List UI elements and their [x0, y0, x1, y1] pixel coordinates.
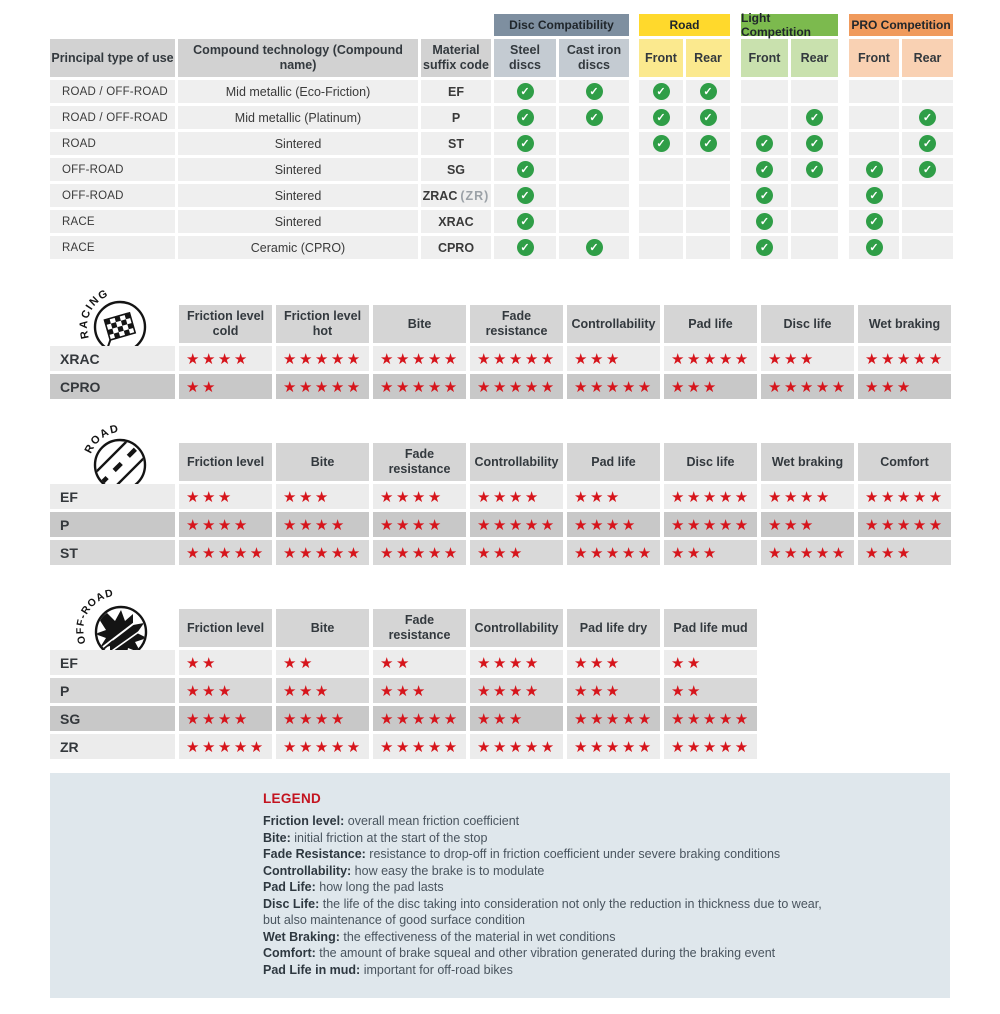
check-icon: ✓ — [919, 161, 936, 178]
star-rating: ★★★ — [664, 374, 757, 399]
star-rating: ★★★ — [373, 678, 466, 703]
column-header-friction-level: Friction level — [179, 609, 272, 647]
star-rating: ★★★ — [179, 678, 272, 703]
check-cell — [791, 106, 838, 129]
check-cell — [849, 184, 899, 207]
subcolumn-header-road-front: Front — [639, 39, 683, 77]
code-cell — [421, 184, 491, 207]
star-rating: ★★★ — [567, 484, 660, 509]
compound-label: P — [50, 678, 175, 703]
column-header-disc-life: Disc life — [664, 443, 757, 481]
legend-item — [263, 896, 920, 913]
star-rating: ★★★★★ — [858, 346, 951, 371]
column-header-pad-life: Pad life — [664, 305, 757, 343]
column-header-controllability: Controllability — [567, 305, 660, 343]
column-header-pad-life-mud: Pad life mud — [664, 609, 757, 647]
subcolumn-header-light-competition-front: Front — [741, 39, 788, 77]
code-cell — [421, 158, 491, 181]
star-rating: ★★★★★ — [567, 706, 660, 731]
legend-desc: the amount of brake squeal and other vibration generated during the braking event — [319, 946, 776, 960]
technology-cell: Sintered — [178, 184, 418, 207]
column-header-pad-life-dry: Pad life dry — [567, 609, 660, 647]
legend-desc: the effectiveness of the material in wet conditions — [343, 929, 616, 944]
check-icon: ✓ — [866, 239, 883, 256]
star-rating: ★★★★★ — [761, 540, 854, 565]
column-header-friction-level-hot: Friction level hot — [276, 305, 369, 343]
check-cell — [849, 236, 899, 259]
check-cell — [639, 210, 683, 233]
check-cell — [791, 236, 838, 259]
offroad-label: OFF-ROAD — [73, 587, 115, 646]
check-cell — [686, 106, 730, 129]
technology-cell: Sintered — [178, 132, 418, 155]
check-cell — [559, 158, 629, 181]
star-rating: ★★ — [179, 650, 272, 675]
check-icon: ✓ — [653, 109, 670, 126]
legend-desc: but also maintenance of good surface condition — [263, 913, 525, 927]
star-rating: ★★★★★ — [276, 540, 369, 565]
material-code: ST — [448, 136, 464, 151]
star-rating: ★★★★★ — [664, 484, 757, 509]
check-icon: ✓ — [756, 161, 773, 178]
group-header-light-competition: Light Competition — [741, 14, 838, 36]
check-icon: ✓ — [586, 83, 603, 100]
use-cell: ROAD / OFF-ROAD — [50, 106, 175, 129]
check-icon: ✓ — [700, 109, 717, 126]
star-rating: ★★★★★ — [858, 512, 951, 537]
check-cell — [849, 132, 899, 155]
column-header-bite: Bite — [276, 443, 369, 481]
legend-term: Bite: — [263, 830, 295, 845]
check-icon: ✓ — [806, 109, 823, 126]
column-header-fade-resistance: Fade resistance — [373, 443, 466, 481]
star-rating: ★★ — [664, 678, 757, 703]
technology-cell: Mid metallic (Platinum) — [178, 106, 418, 129]
column-header-controllability: Controllability — [470, 609, 563, 647]
check-cell — [741, 184, 788, 207]
legend-desc: the life of the disc taking into consideration not only the reduction in thickness due to wear, — [322, 896, 822, 911]
check-cell — [902, 184, 953, 207]
legend-item — [263, 813, 920, 830]
column-header-wet-braking: Wet braking — [858, 305, 951, 343]
check-cell — [494, 236, 556, 259]
technology-cell: Mid metallic (Eco-Friction) — [178, 80, 418, 103]
legend-items — [263, 813, 920, 978]
star-rating: ★★★★★ — [761, 374, 854, 399]
star-rating: ★★★★★ — [179, 734, 272, 759]
group-header-road: Road — [639, 14, 730, 36]
check-icon: ✓ — [653, 83, 670, 100]
rating-table-offroad — [50, 587, 1000, 759]
star-rating: ★★★★★ — [567, 374, 660, 399]
material-code: XRAC — [438, 214, 474, 229]
star-rating: ★★★★★ — [567, 540, 660, 565]
racing-label: RACING — [77, 287, 111, 340]
legend-desc: important for off-road bikes — [363, 962, 513, 977]
check-icon: ✓ — [653, 135, 670, 152]
star-rating: ★★★★★ — [664, 512, 757, 537]
technology-cell: Sintered — [178, 158, 418, 181]
code-cell — [421, 132, 491, 155]
column-header-fade-resistance: Fade resistance — [373, 609, 466, 647]
check-cell — [741, 106, 788, 129]
check-icon: ✓ — [517, 187, 534, 204]
star-rating: ★★★ — [567, 678, 660, 703]
column-header-material-suffix-code: Material suffix code — [421, 39, 491, 77]
legend-term: Disc Life: — [263, 896, 323, 911]
legend-term: Pad Life in mud: — [263, 962, 364, 977]
legend-term: Wet Braking: — [263, 929, 344, 944]
legend-desc: resistance to drop-off in friction coefficient under severe braking conditions — [369, 847, 781, 861]
column-header-wet-braking: Wet braking — [761, 443, 854, 481]
star-rating: ★★★★ — [567, 512, 660, 537]
subcolumn-header-disc-compatibility-cast-iron-discs: Cast iron discs — [559, 39, 629, 77]
star-rating: ★★★★ — [179, 346, 272, 371]
star-rating: ★★★★ — [470, 484, 563, 509]
use-cell: OFF-ROAD — [50, 184, 175, 207]
check-cell — [741, 236, 788, 259]
star-rating: ★★★★★ — [858, 484, 951, 509]
check-cell — [791, 184, 838, 207]
check-icon: ✓ — [866, 213, 883, 230]
subcolumn-header-disc-compatibility-steel-discs: Steel discs — [494, 39, 556, 77]
star-rating: ★★★★ — [179, 512, 272, 537]
subcolumn-header-pro-competition-front: Front — [849, 39, 899, 77]
check-icon: ✓ — [806, 135, 823, 152]
legend-term: Friction level: — [263, 814, 348, 828]
check-icon: ✓ — [919, 135, 936, 152]
use-cell: ROAD / OFF-ROAD — [50, 80, 175, 103]
use-cell: ROAD — [50, 132, 175, 155]
subcolumn-header-pro-competition-rear: Rear — [902, 39, 953, 77]
check-icon: ✓ — [756, 135, 773, 152]
check-icon: ✓ — [517, 239, 534, 256]
star-rating: ★★★★★ — [470, 374, 563, 399]
check-icon: ✓ — [756, 187, 773, 204]
material-code: EF — [448, 84, 464, 99]
star-rating: ★★★ — [664, 540, 757, 565]
check-cell — [791, 132, 838, 155]
star-rating: ★★★★★ — [373, 706, 466, 731]
code-cell — [421, 236, 491, 259]
check-cell — [791, 210, 838, 233]
check-cell — [494, 184, 556, 207]
check-cell — [741, 132, 788, 155]
road-icon — [50, 421, 175, 481]
star-rating: ★★★★ — [470, 650, 563, 675]
check-cell — [902, 80, 953, 103]
material-code: ZRAC — [422, 188, 458, 203]
legend-term: Controllability: — [263, 863, 355, 878]
star-rating: ★★★★★ — [470, 512, 563, 537]
check-cell — [902, 158, 953, 181]
check-cell — [741, 158, 788, 181]
check-cell — [639, 184, 683, 207]
check-cell — [639, 106, 683, 129]
check-icon: ✓ — [517, 109, 534, 126]
legend-item — [263, 929, 920, 946]
column-header-controllability: Controllability — [470, 443, 563, 481]
star-rating: ★★★ — [276, 678, 369, 703]
check-cell — [686, 236, 730, 259]
subcolumn-header-road-rear: Rear — [686, 39, 730, 77]
star-rating: ★★★ — [470, 706, 563, 731]
material-code: P — [451, 110, 461, 125]
star-rating: ★★★★★ — [470, 734, 563, 759]
star-rating: ★★ — [179, 374, 272, 399]
check-cell — [494, 106, 556, 129]
legend-item — [263, 962, 920, 979]
racing-flag-icon — [50, 283, 175, 343]
star-rating: ★★★ — [276, 484, 369, 509]
check-icon: ✓ — [517, 83, 534, 100]
star-rating: ★★★★★ — [276, 374, 369, 399]
check-icon: ✓ — [866, 161, 883, 178]
check-cell — [494, 210, 556, 233]
check-cell — [686, 158, 730, 181]
use-cell: RACE — [50, 210, 175, 233]
check-cell — [559, 80, 629, 103]
check-cell — [902, 106, 953, 129]
compound-label: CPRO — [50, 374, 175, 399]
legend-panel — [50, 773, 950, 998]
star-rating: ★★★★★ — [664, 734, 757, 759]
star-rating: ★★★★ — [276, 512, 369, 537]
material-code: CPRO — [437, 240, 475, 255]
star-rating: ★★★★ — [373, 484, 466, 509]
check-cell — [494, 80, 556, 103]
check-cell — [741, 210, 788, 233]
compound-label: ZR — [50, 734, 175, 759]
technology-cell: Sintered — [178, 210, 418, 233]
star-rating: ★★★★★ — [276, 346, 369, 371]
check-icon: ✓ — [756, 239, 773, 256]
code-cell — [421, 106, 491, 129]
check-cell — [559, 106, 629, 129]
star-rating: ★★★ — [858, 374, 951, 399]
compound-label: SG — [50, 706, 175, 731]
column-header-disc-life: Disc life — [761, 305, 854, 343]
star-rating: ★★★ — [858, 540, 951, 565]
check-cell — [494, 132, 556, 155]
rating-table-road — [50, 421, 1000, 565]
check-cell — [639, 132, 683, 155]
group-header-pro-competition: PRO Competition — [849, 14, 953, 36]
check-cell — [639, 158, 683, 181]
star-rating: ★★ — [373, 650, 466, 675]
check-cell — [639, 236, 683, 259]
column-header-principal-type-of-use: Principal type of use — [50, 39, 175, 77]
star-rating: ★★★★★ — [373, 540, 466, 565]
check-cell — [849, 210, 899, 233]
legend-item — [263, 830, 920, 847]
legend-item — [263, 863, 920, 880]
use-cell: OFF-ROAD — [50, 158, 175, 181]
column-header-pad-life: Pad life — [567, 443, 660, 481]
group-header-disc-compatibility: Disc Compatibility — [494, 14, 629, 36]
check-cell — [791, 158, 838, 181]
compatibility-table — [50, 11, 1000, 259]
column-header-bite: Bite — [373, 305, 466, 343]
star-rating: ★★★★ — [761, 484, 854, 509]
compound-label: EF — [50, 650, 175, 675]
star-rating: ★★★★★ — [664, 706, 757, 731]
check-cell — [902, 236, 953, 259]
compound-label: P — [50, 512, 175, 537]
column-header-friction-level-cold: Friction level cold — [179, 305, 272, 343]
check-icon: ✓ — [866, 187, 883, 204]
column-header-bite: Bite — [276, 609, 369, 647]
legend-desc: overall mean friction coefficient — [347, 814, 520, 828]
offroad-mud-icon — [50, 587, 175, 647]
check-cell — [741, 80, 788, 103]
check-cell — [686, 184, 730, 207]
star-rating: ★★★★ — [373, 512, 466, 537]
check-icon: ✓ — [517, 161, 534, 178]
subcolumn-header-light-competition-rear: Rear — [791, 39, 838, 77]
star-rating: ★★★★★ — [179, 540, 272, 565]
check-cell — [559, 210, 629, 233]
check-cell — [686, 210, 730, 233]
check-cell — [494, 158, 556, 181]
check-cell — [559, 184, 629, 207]
check-cell — [849, 80, 899, 103]
star-rating: ★★★★★ — [373, 734, 466, 759]
road-label: ROAD — [82, 422, 121, 456]
star-rating: ★★★★ — [179, 706, 272, 731]
star-rating: ★★★★★ — [664, 346, 757, 371]
star-rating: ★★★ — [761, 512, 854, 537]
check-cell — [686, 80, 730, 103]
legend-desc: how easy the brake is to modulate — [354, 863, 545, 878]
check-icon: ✓ — [517, 213, 534, 230]
check-cell — [559, 236, 629, 259]
star-rating: ★★★★ — [276, 706, 369, 731]
use-cell: RACE — [50, 236, 175, 259]
check-cell — [559, 132, 629, 155]
rating-table-racing — [50, 283, 1000, 399]
column-header-compound-technology-compound-name: Compound technology (Compound name) — [178, 39, 418, 77]
star-rating: ★★★★★ — [373, 374, 466, 399]
material-code: SG — [446, 162, 466, 177]
compound-label: EF — [50, 484, 175, 509]
check-icon: ✓ — [700, 83, 717, 100]
check-icon: ✓ — [919, 109, 936, 126]
star-rating: ★★★★★ — [567, 734, 660, 759]
check-cell — [686, 132, 730, 155]
star-rating: ★★ — [664, 650, 757, 675]
star-rating: ★★★★ — [470, 678, 563, 703]
legend-item — [263, 846, 920, 863]
star-rating: ★★★★★ — [470, 346, 563, 371]
star-rating: ★★★★★ — [373, 346, 466, 371]
check-icon: ✓ — [517, 135, 534, 152]
star-rating: ★★★ — [470, 540, 563, 565]
code-cell — [421, 210, 491, 233]
check-icon: ✓ — [806, 161, 823, 178]
check-cell — [902, 132, 953, 155]
column-header-comfort: Comfort — [858, 443, 951, 481]
star-rating: ★★★ — [567, 650, 660, 675]
star-rating: ★★★★★ — [276, 734, 369, 759]
compound-label: XRAC — [50, 346, 175, 371]
legend-item — [263, 879, 920, 896]
technology-cell: Ceramic (CPRO) — [178, 236, 418, 259]
check-icon: ✓ — [700, 135, 717, 152]
material-code-note: (ZR) — [460, 188, 490, 203]
check-icon: ✓ — [586, 239, 603, 256]
legend-term: Comfort: — [263, 946, 320, 960]
star-rating: ★★★ — [567, 346, 660, 371]
legend-item — [263, 912, 920, 929]
legend-term: Pad Life: — [263, 880, 320, 894]
star-rating: ★★ — [276, 650, 369, 675]
star-rating: ★★★ — [179, 484, 272, 509]
check-cell — [849, 158, 899, 181]
legend-term: Fade Resistance: — [263, 847, 370, 861]
column-header-fade-resistance: Fade resistance — [470, 305, 563, 343]
legend-desc: how long the pad lasts — [319, 880, 444, 894]
legend-item — [263, 945, 920, 962]
column-header-friction-level: Friction level — [179, 443, 272, 481]
check-cell — [902, 210, 953, 233]
compound-label: ST — [50, 540, 175, 565]
check-cell — [639, 80, 683, 103]
code-cell — [421, 80, 491, 103]
check-icon: ✓ — [586, 109, 603, 126]
star-rating: ★★★ — [761, 346, 854, 371]
legend-desc: initial friction at the start of the stop — [294, 830, 488, 845]
check-icon: ✓ — [756, 213, 773, 230]
check-cell — [791, 80, 838, 103]
legend-title: LEGEND — [263, 791, 322, 806]
check-cell — [849, 106, 899, 129]
